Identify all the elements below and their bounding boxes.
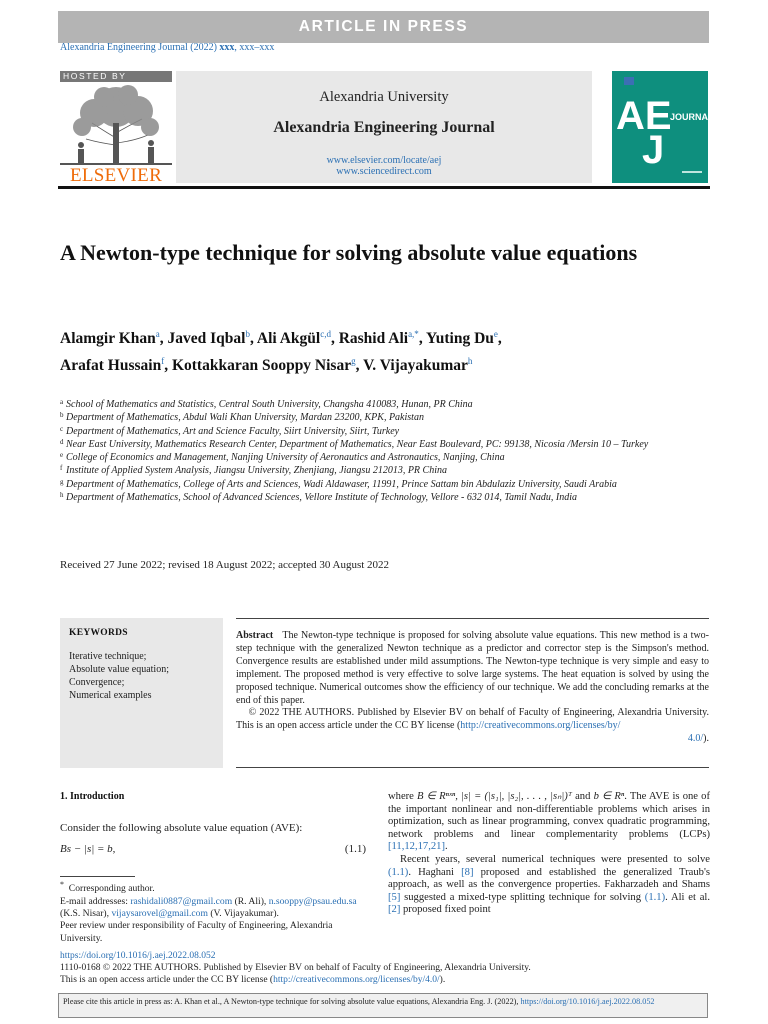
citation-link[interactable]: [5]	[388, 891, 401, 903]
elsevier-logo: ELSEVIER	[69, 165, 163, 186]
cover-letter-j: J	[642, 128, 665, 172]
affiliation-item	[60, 411, 710, 424]
text-run: . Ali et al.	[665, 891, 710, 903]
keyword-item: Iterative technique;	[69, 651, 147, 662]
affiliation-text: Institute of Applied System Analysis, Jiangsu University, Zhenjiang, Jiangsu 212013, PR China	[66, 465, 447, 477]
keywords-heading: KEYWORDS	[69, 628, 128, 638]
affiliation-item	[60, 464, 710, 477]
journal-ref-pages: , xxx–xxx	[234, 42, 275, 53]
citation-link[interactable]: [2]	[388, 904, 401, 916]
article-in-press-banner: ARTICLE IN PRESS	[58, 11, 709, 43]
footnotes	[60, 879, 366, 945]
text-run: proposed fixed point	[400, 904, 491, 916]
text-run: suggested a mixed-type splitting technique for solving	[400, 891, 645, 903]
text-run: . Haghani	[408, 866, 462, 878]
affiliation-marker: e	[60, 451, 64, 460]
keyword-item: Numerical examples	[69, 690, 152, 701]
affiliation-text: Department of Mathematics, College of Arts and Sciences, Wadi Aldawaser, 11991, Prince Sattam bin Abdulaziz University, Saudi Arabia	[66, 478, 617, 490]
citation-text: Please cite this article in press as: A. Khan et al., A Newton-type technique for solving absolute value equations, Alexandria Eng. J. (2022),	[63, 997, 521, 1006]
equation-ref-link[interactable]: (1.1)	[388, 866, 409, 878]
footnote-rule	[60, 876, 135, 877]
math-inline: B ∈ Rⁿˣⁿ, |s| = (|s₁|, |s₂|, . . . , |sₙ|)ᵀ	[417, 791, 572, 802]
doi-block	[60, 950, 710, 986]
abstract-copyright: © 2022 THE AUTHORS. Published by Elsevier BV on behalf of Faculty of Engineering, Alexandria University. This is an open access article under the CC BY license (	[236, 707, 710, 732]
author-name: Alamgir Khan	[60, 330, 156, 348]
email-link-nisar[interactable]: n.sooppy@psau.edu.sa	[268, 895, 357, 907]
journal-name: Alexandria Engineering Journal	[273, 119, 495, 136]
email-name-vijayakumar: (V. Vijayakumar).	[207, 908, 279, 919]
equation-expression: Bs − |s| = b,	[60, 843, 116, 855]
paragraph	[388, 854, 710, 917]
author-affiliation-marker[interactable]: g	[351, 356, 356, 367]
email-link-vijayakumar[interactable]: vijaysarovel@gmail.com	[111, 908, 208, 919]
affiliation-marker: g	[60, 477, 64, 486]
text-run: where	[388, 791, 418, 802]
text-run: proposed and established the generalized Traub's approach, as well as the convergence properties. Fakharzadeh and Shams	[388, 866, 710, 891]
affiliation-marker: h	[60, 491, 64, 500]
journal-reference[interactable]	[60, 42, 274, 53]
received-dates: Received 27 June 2022; revised 18 August 2022; accepted 30 August 2022	[60, 559, 390, 571]
article-title: A Newton-type technique for solving absolute value equations	[60, 240, 638, 265]
right-column-text	[388, 791, 710, 917]
affiliation-item	[60, 451, 710, 464]
author-name: Rashid Ali	[338, 330, 409, 348]
affiliation-item	[60, 398, 710, 411]
author-affiliation-marker[interactable]: b	[245, 329, 250, 339]
cover-word-journal: JOURNAL	[670, 112, 714, 122]
affiliation-item	[60, 491, 710, 504]
elsevier-tree-emblem	[60, 83, 172, 167]
citation-link[interactable]: [11,12,17,21]	[388, 841, 445, 853]
author-affiliation-marker[interactable]: f	[161, 356, 165, 367]
journal-header-panel	[176, 71, 592, 183]
university-name: Alexandria University	[319, 89, 449, 105]
author-affiliation-marker[interactable]: h	[467, 356, 473, 367]
citation-link[interactable]: [8]	[461, 866, 474, 878]
author-separator: ,	[159, 330, 168, 348]
abstract-text: The Newton-type technique is proposed for solving absolute value equations. This new method is a two-step technique with the generalized Newton technique as a predictor and corrector step is the Simpson's method. Convergence results are established under mild assumptions. The Newton-type technique is very simple and easy to implement. The proposed method is very effective to solve large systems. The heat equation is solved by using the proposed technique. Numerical outcomes show the efficiency of our technique. We add the concluding remarks at the end of this paper.	[236, 630, 709, 706]
abstract-license-link[interactable]: http://creativecommons.org/licenses/by/	[460, 720, 621, 732]
affiliation-marker: a	[60, 398, 64, 406]
text-run: .	[444, 841, 448, 853]
abstract-license-close: ).	[703, 733, 709, 745]
author-affiliation-marker[interactable]: a,*	[408, 329, 419, 339]
equation-number: (1.1)	[344, 843, 366, 855]
author-separator: ,	[330, 330, 339, 348]
abstract-license-link-end[interactable]: 4.0/	[687, 733, 704, 745]
math-inline: b ∈ Rⁿ	[593, 791, 625, 802]
abstract-label: Abstract	[236, 630, 274, 641]
text-run: Recent years, several numerical techniques were presented to solve	[400, 853, 710, 865]
affiliation-item	[60, 438, 710, 451]
corresponding-author-note	[60, 879, 366, 896]
license-close: ).	[439, 975, 446, 985]
keywords-box	[60, 618, 223, 768]
author-list	[60, 323, 710, 377]
license-line	[60, 974, 710, 986]
author-separator: ,	[497, 330, 502, 348]
license-link[interactable]: http://creativecommons.org/licenses/by/4.0/	[273, 975, 440, 985]
text-run: . The AVE is one of the important nonlinear and non-differentiable problems which arises in optimization, such as linear programming, convex quadratic programming, network problems and linear complementarity problems (LCPs)	[388, 791, 710, 840]
email-name-nisar: (K.S. Nisar),	[60, 908, 112, 919]
affiliation-marker: d	[60, 437, 64, 446]
doi-link[interactable]: https://doi.org/10.1016/j.aej.2022.08.052	[60, 951, 216, 961]
affiliation-item	[60, 478, 710, 491]
author-affiliation-marker[interactable]: a	[155, 329, 160, 339]
author-name: Javed Iqbal	[167, 330, 246, 348]
author-separator: ,	[164, 357, 172, 375]
email-link-ali[interactable]: rashidali0887@gmail.com	[130, 895, 233, 907]
author-name: V. Vijayakumar	[363, 357, 468, 375]
equation-1-1	[60, 843, 366, 855]
journal-ref-prefix: Alexandria Engineering Journal (2022)	[60, 42, 220, 53]
paragraph	[388, 791, 710, 854]
affiliation-text: Department of Mathematics, School of Advanced Sciences, Vellore Institute of Technology, Vellore - 632 014, Tamil Nadu, India	[66, 492, 578, 504]
email-label: E-mail addresses:	[60, 895, 131, 907]
corresponding-mark: *	[60, 880, 64, 889]
author-name: Yuting Du	[426, 330, 494, 348]
affiliation-marker: f	[60, 464, 63, 473]
author-separator: ,	[355, 357, 364, 375]
author-separator: ,	[418, 330, 426, 348]
text-run: and	[571, 791, 594, 802]
equation-ref-link[interactable]: (1.1)	[644, 891, 666, 903]
affiliation-text: College of Economics and Management, Nanjing University of Aeronautics and Astronautics, Nanjing, China	[66, 452, 505, 464]
intro-paragraph: Consider the following absolute value equation (AVE):	[60, 822, 303, 834]
peer-review-note: Peer review under responsibility of Faculty of Engineering, Alexandria University.	[60, 920, 333, 944]
journal-ref-volume: xxx	[219, 42, 235, 53]
affiliation-marker: b	[60, 411, 64, 420]
journal-url-elsevier[interactable]: www.elsevier.com/locate/aej	[326, 155, 442, 166]
affiliation-text: Near East University, Mathematics Research Center, Department of Mathematics, Near East Boulevard, PC: 99138, Nicosia /Mersin 10 – Turkey	[66, 438, 649, 450]
affiliation-marker: c	[60, 424, 64, 433]
keyword-item: Convergence;	[69, 677, 125, 688]
hosted-by-label: HOSTED BY	[60, 71, 172, 82]
author-affiliation-marker[interactable]: e	[493, 329, 498, 339]
citation-doi-link[interactable]: https://doi.org/10.1016/j.aej.2022.08.052	[520, 997, 655, 1006]
cover-letters-ae: AE	[616, 94, 672, 138]
keyword-item: Absolute value equation;	[69, 664, 169, 675]
issn-line: 1110-0168 © 2022 THE AUTHORS. Published by Elsevier BV on behalf of Faculty of Engineering, Alexandria University.	[60, 963, 531, 973]
affiliation-text: Department of Mathematics, Abdul Wali Khan University, Mardan 23200, KPK, Pakistan	[66, 412, 424, 424]
abstract-block	[236, 618, 709, 768]
email-addresses	[60, 896, 366, 921]
affiliation-item	[60, 425, 710, 438]
affiliation-text: School of Mathematics and Statistics, Central South University, Changsha 410083, Hunan, PR China	[66, 399, 473, 410]
license-text: This is an open access article under the CC BY license (	[60, 975, 274, 985]
citation-box	[58, 993, 708, 1018]
corresponding-author-text: Corresponding author.	[68, 883, 155, 895]
email-name-ali: (R. Ali),	[232, 895, 269, 907]
affiliation-list	[60, 398, 710, 504]
author-separator: ,	[249, 330, 257, 348]
section-heading-introduction: 1. Introduction	[60, 791, 125, 802]
affiliation-text: Department of Mathematics, Art and Science Faculty, Siirt University, Siirt, Turkey	[66, 425, 400, 437]
journal-url-sciencedirect[interactable]: www.sciencedirect.com	[336, 166, 432, 177]
author-name: Arafat Hussain	[60, 357, 162, 375]
header-rule	[58, 186, 710, 189]
author-affiliation-marker[interactable]: c,d	[320, 329, 331, 339]
author-name: Kottakkaran Sooppy Nisar	[171, 357, 352, 375]
author-name: Ali Akgül	[256, 330, 321, 348]
journal-cover-image	[612, 71, 714, 183]
